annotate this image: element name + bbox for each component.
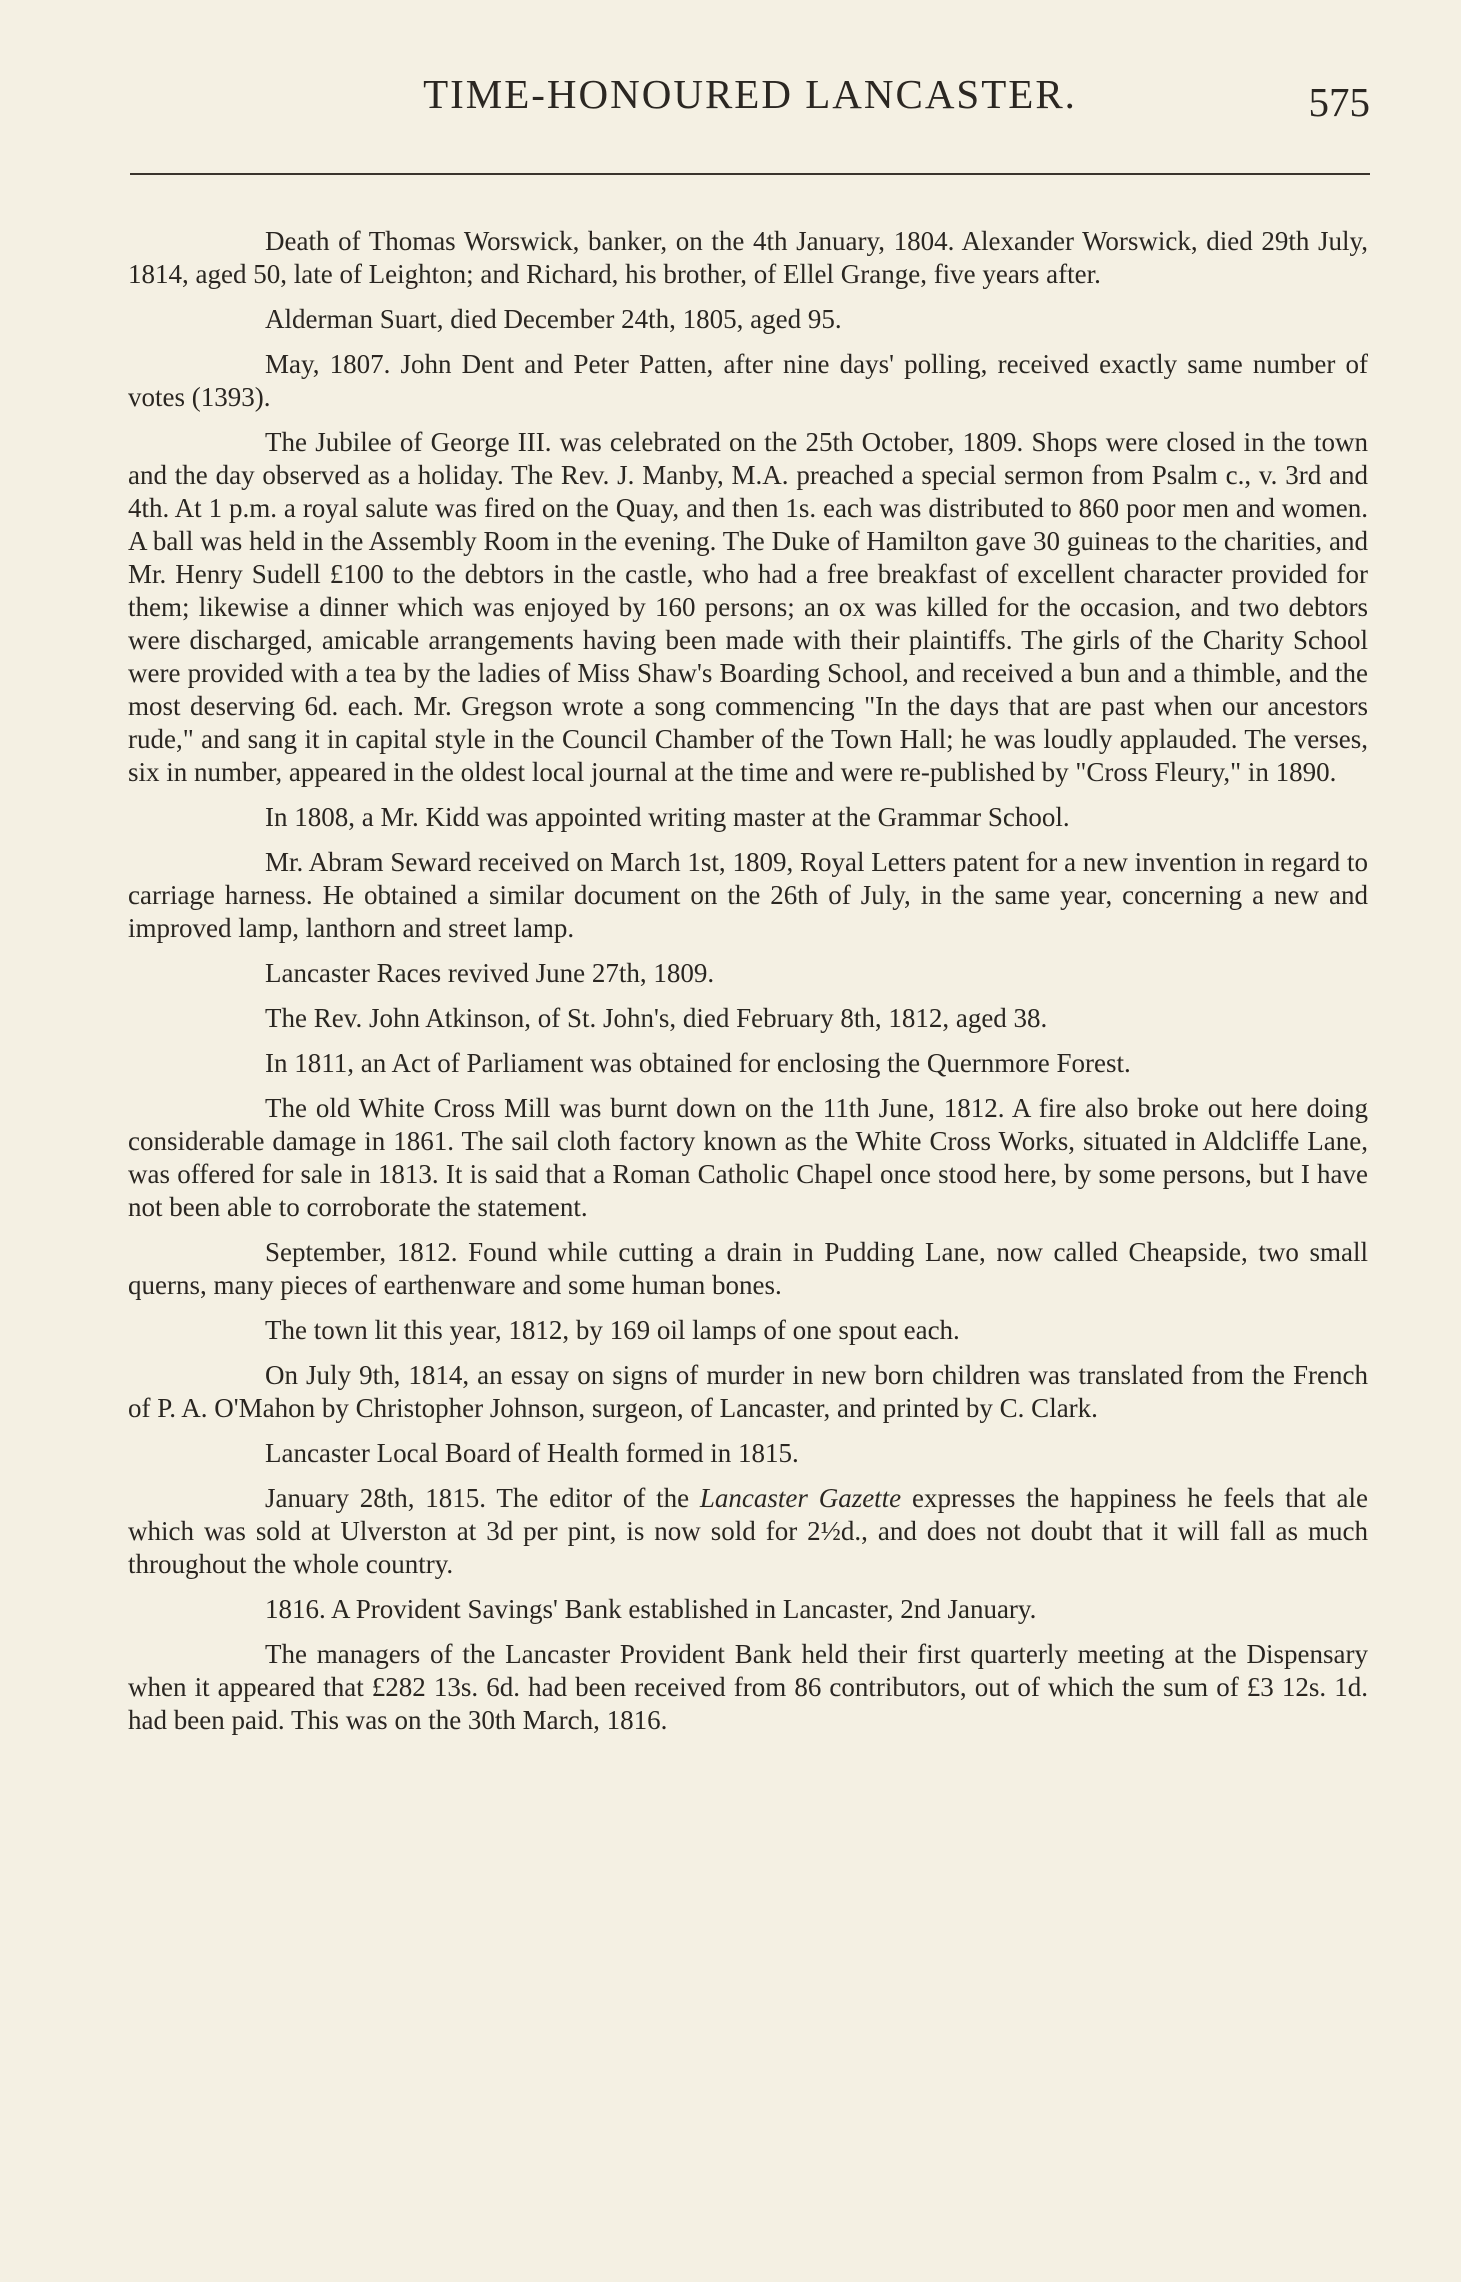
body-text xyxy=(128,225,1368,1749)
paragraph-suart: Alderman Suart, died December 24th, 1805, aged 95. xyxy=(265,304,842,334)
paragraph-seward: Mr. Abram Seward received on March 1st, 1809, Royal Letters patent for a new invention in regard to carriage harness. He obtained a similar document on the 26th of July, in the same year, concerning a new and improved lamp, lanthorn and street lamp. xyxy=(128,847,1368,943)
paragraph-savings-bank: 1816. A Provident Savings' Bank established in Lancaster, 2nd January. xyxy=(265,1594,1037,1624)
paragraph-white-cross-mill: The old White Cross Mill was burnt down on the 11th June, 1812. A fire also broke out here doing considerable damage in 1861. The sail cloth factory known as the White Cross Works, situated in Aldcliffe Lane, was offered for sale in 1813. It is said that a Roman Catholic Chapel once stood here, by some persons, but I have not been able to corroborate the statement. xyxy=(128,1093,1368,1222)
running-title: TIME-HONOURED LANCASTER. xyxy=(423,71,1077,117)
paragraph-board-of-health: Lancaster Local Board of Health formed in 1815. xyxy=(265,1438,799,1468)
gazette-title: Lancaster Gazette xyxy=(699,1483,902,1513)
paragraph-gazette xyxy=(128,1482,1368,1581)
running-header xyxy=(130,70,1370,130)
paragraph-quernmore: In 1811, an Act of Parliament was obtained for enclosing the Quernmore Forest. xyxy=(265,1048,1131,1078)
paragraph-jubilee: The Jubilee of George III. was celebrated on the 25th October, 1809. Shops were closed in the town and the day observed as a holiday. The Rev. J. Manby, M.A. preached a special sermon from Psalm c., v. 3rd and 4th. At 1 p.m. a royal salute was fired on the Quay, and then 1s. each was distributed to 860 poor men and women. A ball was held in the Assembly Room in the evening. The Duke of Hamilton gave 30 guineas to the charities, and Mr. Henry Sudell £100 to the debtors in the castle, who had a free breakfast of excellent character provided for them; likewise a dinner which was enjoyed by 160 persons; an ox was killed for the occasion, and two debtors were discharged, amicable arrangements having been made with their plaintiffs. The girls of the Charity School were provided with a tea by the ladies of Miss Shaw's Boarding School, and received a bun and a thimble, and the most deserving 6d. each. Mr. Gregson wrote a song commencing "In the days that are past when our ancestors rude," and sang it in capital style in the Council Chamber of the Town Hall; he was loudly applauded. The verses, six in number, appeared in the oldest local journal at the time and were re-published by "Cross Fleury," in 1890. xyxy=(128,427,1368,787)
paragraph-races: Lancaster Races revived June 27th, 1809. xyxy=(265,958,715,988)
header-rule xyxy=(130,173,1370,175)
paragraph-election-1807: May, 1807. John Dent and Peter Patten, after nine days' polling, received exactly same number of votes (1393). xyxy=(128,349,1368,412)
gazette-text-before: January 28th, 1815. The editor of the xyxy=(265,1483,700,1513)
paragraph-pudding-lane: September, 1812. Found while cutting a drain in Pudding Lane, now called Cheapside, two small querns, many pieces of earthenware and some human bones. xyxy=(128,1237,1368,1300)
paragraph-atkinson: The Rev. John Atkinson, of St. John's, died February 8th, 1812, aged 38. xyxy=(265,1003,1048,1033)
paragraph-provident-bank: The managers of the Lancaster Provident Bank held their first quarterly meeting at the Dispensary when it appeared that £282 13s. 6d. had been received from 86 contributors, out of which the sum of £3 12s. 1d. had been paid. This was on the 30th March, 1816. xyxy=(128,1639,1368,1735)
gazette-text-after: expresses the happiness he feels that ale which was sold at Ulverston at 3d per pint, is now sold for 2½d., and does not doubt that it will fall as much throughout the whole country. xyxy=(128,1483,1368,1579)
paragraph-worswick: Death of Thomas Worswick, banker, on the 4th January, 1804. Alexander Worswick, died 29th July, 1814, aged 50, late of Leighton; and Richard, his brother, of Ellel Grange, five years after. xyxy=(128,226,1368,289)
paragraph-kidd: In 1808, a Mr. Kidd was appointed writing master at the Grammar School. xyxy=(265,802,1070,832)
paragraph-essay: On July 9th, 1814, an essay on signs of murder in new born children was translated from the French of P. A. O'Mahon by Christopher Johnson, surgeon, of Lancaster, and printed by C. Clark. xyxy=(128,1360,1368,1423)
paragraph-oil-lamps: The town lit this year, 1812, by 169 oil lamps of one spout each. xyxy=(265,1315,960,1345)
page-number: 575 xyxy=(1308,79,1370,125)
